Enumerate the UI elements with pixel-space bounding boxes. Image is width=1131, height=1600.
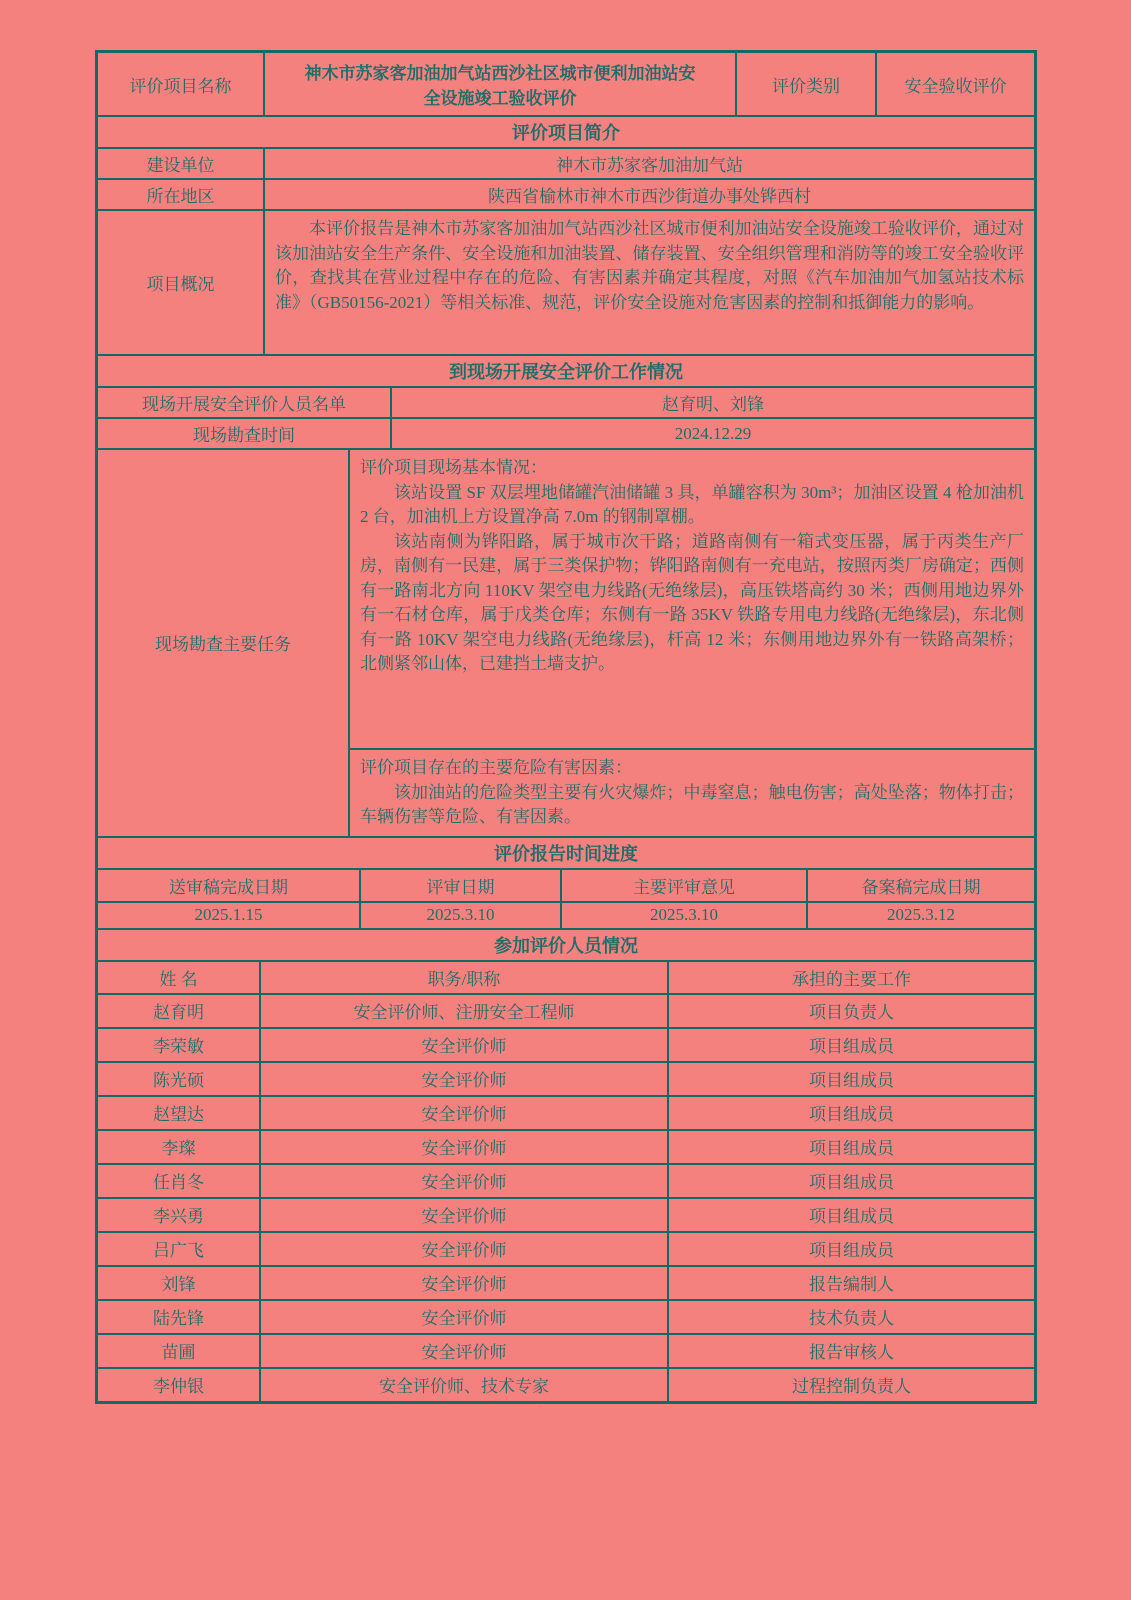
- participant-role: 项目组成员: [667, 1097, 1034, 1129]
- participants-header-row: [98, 960, 1034, 993]
- participant-title: 安全评价师: [259, 1029, 667, 1061]
- participant-row: [98, 1027, 1034, 1061]
- site-basic-paragraph-1: 该站设置 SF 双层埋地储罐汽油储罐 3 具，单罐容积为 30m³；加油区设置 4 枪加油机 2 台，加油机上方设置净高 7.0m 的钢制罩棚。: [360, 482, 1024, 526]
- participant-role: 项目组成员: [667, 1199, 1034, 1231]
- participant-role: 项目组成员: [667, 1165, 1034, 1197]
- staff-row: [98, 386, 1034, 417]
- participant-title: 安全评价师: [259, 1267, 667, 1299]
- participant-name: 吕广飞: [153, 1241, 204, 1260]
- participant-row: [98, 1333, 1034, 1367]
- participant-name: 陆先锋: [153, 1309, 204, 1328]
- participant-name: 陈光硕: [153, 1071, 204, 1090]
- participant-row: [98, 1265, 1034, 1299]
- intro-section-row: [98, 115, 1034, 147]
- overview-paragraph: 本评价报告是神木市苏家客加油加气站西沙社区城市便利加油站安全设施竣工验收评价，通过对该加油站安全生产条件、安全设施和加油装置、储存装置、安全组织管理和消防等的竣工安全验收评价，查找其在营业过程中存在的危险、有害因素并确定其程度，对照《汽车加油加气加氢站技术标准》（GB50156-2021）等相关标准、规范，评价安全设施对危害因素的控制和抵御能力的影响。: [275, 219, 1024, 312]
- participant-row: [98, 993, 1034, 1027]
- participants-header-name: 姓 名: [159, 969, 198, 989]
- survey-date-label: 现场勘查时间: [193, 426, 295, 445]
- participant-title: 安全评价师: [259, 1233, 667, 1265]
- site-basic-paragraph-2: 该站南侧为铧阳路，属于城市次干路；道路南侧有一箱式变压器，属于丙类生产厂房，南侧有一民建，属于三类保护物；铧阳路南侧有一充电站，按照丙类厂房确定；西侧有一路南北方向 110KV 架空电力线路(无绝缘层)，高压铁塔高约 30 米；西侧用地边界外有一石材仓库，属于戊类仓库；东侧有一路 35KV 铁路专用电力线路(无绝缘层)，东北侧有一路 10KV 架空电力线路(无绝缘层)，杆高 12 米；东侧用地边界外有一铁路高架桥；北侧紧邻山体，已建挡土墙支护。: [360, 531, 1024, 673]
- timeline-header-review-opinion: 主要评审意见: [560, 870, 806, 901]
- timeline-value-draft-date: 2025.1.15: [194, 905, 263, 924]
- participants-section-title: 参加评价人员情况: [494, 935, 638, 956]
- staff-value: 赵育明、刘锋: [390, 388, 1034, 417]
- participant-role: 技术负责人: [667, 1301, 1034, 1333]
- project-name-label: 评价项目名称: [129, 76, 232, 96]
- participant-name: 赵育明: [153, 1003, 204, 1022]
- construction-unit-label: 建设单位: [146, 156, 215, 175]
- location-value: 陕西省榆林市神木市西沙街道办事处铧西村: [263, 180, 1034, 209]
- site-work-section-row: [98, 354, 1034, 386]
- survey-date-row: [98, 417, 1034, 448]
- project-title: 神木市苏家客加油加气站西沙社区城市便利加油站安全设施竣工验收评价: [263, 53, 735, 115]
- participant-name: 李兴勇: [153, 1207, 204, 1226]
- participant-role: 项目负责人: [667, 995, 1034, 1027]
- participants-header-role: 承担的主要工作: [667, 962, 1034, 993]
- participant-row: [98, 1299, 1034, 1333]
- participant-name: 苗圃: [161, 1343, 196, 1362]
- timeline-section-title: 评价报告时间进度: [494, 843, 638, 864]
- participant-name: 赵望达: [153, 1105, 204, 1124]
- participant-role: 报告审核人: [667, 1335, 1034, 1367]
- timeline-values-row: [98, 901, 1034, 928]
- staff-label: 现场开展安全评价人员名单: [142, 395, 346, 414]
- participant-title: 安全评价师: [259, 1301, 667, 1333]
- survey-date-value: 2024.12.29: [390, 419, 1034, 448]
- participant-row: [98, 1231, 1034, 1265]
- participant-name: 刘锋: [161, 1275, 196, 1294]
- survey-tasks-label: 现场勘查主要任务: [155, 635, 291, 655]
- participant-role: 项目组成员: [667, 1029, 1034, 1061]
- participant-role: 项目组成员: [667, 1063, 1034, 1095]
- participant-title: 安全评价师: [259, 1097, 667, 1129]
- participant-row: [98, 1061, 1034, 1095]
- construction-unit-value: 神木市苏家客加油加气站: [263, 149, 1034, 178]
- participant-row: [98, 1129, 1034, 1163]
- participant-title: 安全评价师: [259, 1335, 667, 1367]
- participants-header-title: 职务/职称: [259, 962, 667, 993]
- participant-row: [98, 1367, 1034, 1401]
- site-hazards-paragraph: 该加油站的危险类型主要有火灾爆炸；中毒窒息；触电伤害；高处坠落；物体打击；车辆伤害等危险、有害因素。: [360, 782, 1024, 826]
- timeline-value-filing-date: 2025.3.12: [806, 903, 1034, 928]
- participant-role: 过程控制负责人: [667, 1369, 1034, 1401]
- timeline-header-filing-date: 备案稿完成日期: [806, 870, 1034, 901]
- survey-tasks-row: [98, 448, 1034, 836]
- site-hazards-heading: 评价项目存在的主要危险有害因素：: [360, 758, 632, 777]
- participant-title: 安全评价师: [259, 1199, 667, 1231]
- participant-title: 安全评价师、注册安全工程师: [259, 995, 667, 1027]
- site-hazards-cell: [350, 748, 1034, 836]
- location-label: 所在地区: [146, 187, 215, 206]
- site-basic-conditions-cell: [350, 450, 1034, 748]
- header-row: [98, 53, 1034, 115]
- location-row: [98, 178, 1034, 209]
- timeline-header-draft-date: 送审稿完成日期: [169, 877, 288, 897]
- construction-unit-row: [98, 147, 1034, 178]
- category-value: 安全验收评价: [875, 53, 1034, 115]
- timeline-header-row: [98, 868, 1034, 901]
- overview-row: [98, 209, 1034, 354]
- participant-title: 安全评价师: [259, 1063, 667, 1095]
- overview-text-cell: [263, 211, 1034, 354]
- category-label: 评价类别: [735, 53, 875, 115]
- timeline-section-row: [98, 836, 1034, 868]
- survey-tasks-content: [348, 450, 1034, 836]
- timeline-value-review-opinion: 2025.3.10: [560, 903, 806, 928]
- overview-label: 项目概况: [146, 275, 215, 294]
- evaluation-report-table: [95, 50, 1037, 1404]
- participant-name: 李荣敏: [153, 1037, 204, 1056]
- participant-title: 安全评价师、技术专家: [259, 1369, 667, 1401]
- participant-role: 项目组成员: [667, 1233, 1034, 1265]
- participant-name: 李璨: [161, 1139, 196, 1158]
- participant-name: 任肖冬: [153, 1173, 204, 1192]
- participant-title: 安全评价师: [259, 1131, 667, 1163]
- participants-section-row: [98, 928, 1034, 960]
- participant-role: 项目组成员: [667, 1131, 1034, 1163]
- timeline-header-review-date: 评审日期: [359, 870, 560, 901]
- participant-row: [98, 1197, 1034, 1231]
- participant-row: [98, 1163, 1034, 1197]
- timeline-value-review-date: 2025.3.10: [359, 903, 560, 928]
- site-basic-heading: 评价项目现场基本情况：: [360, 458, 547, 477]
- participant-title: 安全评价师: [259, 1165, 667, 1197]
- intro-section-title: 评价项目简介: [512, 123, 620, 143]
- participant-name: 李仲银: [153, 1377, 204, 1396]
- participant-row: [98, 1095, 1034, 1129]
- participant-role: 报告编制人: [667, 1267, 1034, 1299]
- site-work-section-title: 到现场开展安全评价工作情况: [449, 362, 683, 382]
